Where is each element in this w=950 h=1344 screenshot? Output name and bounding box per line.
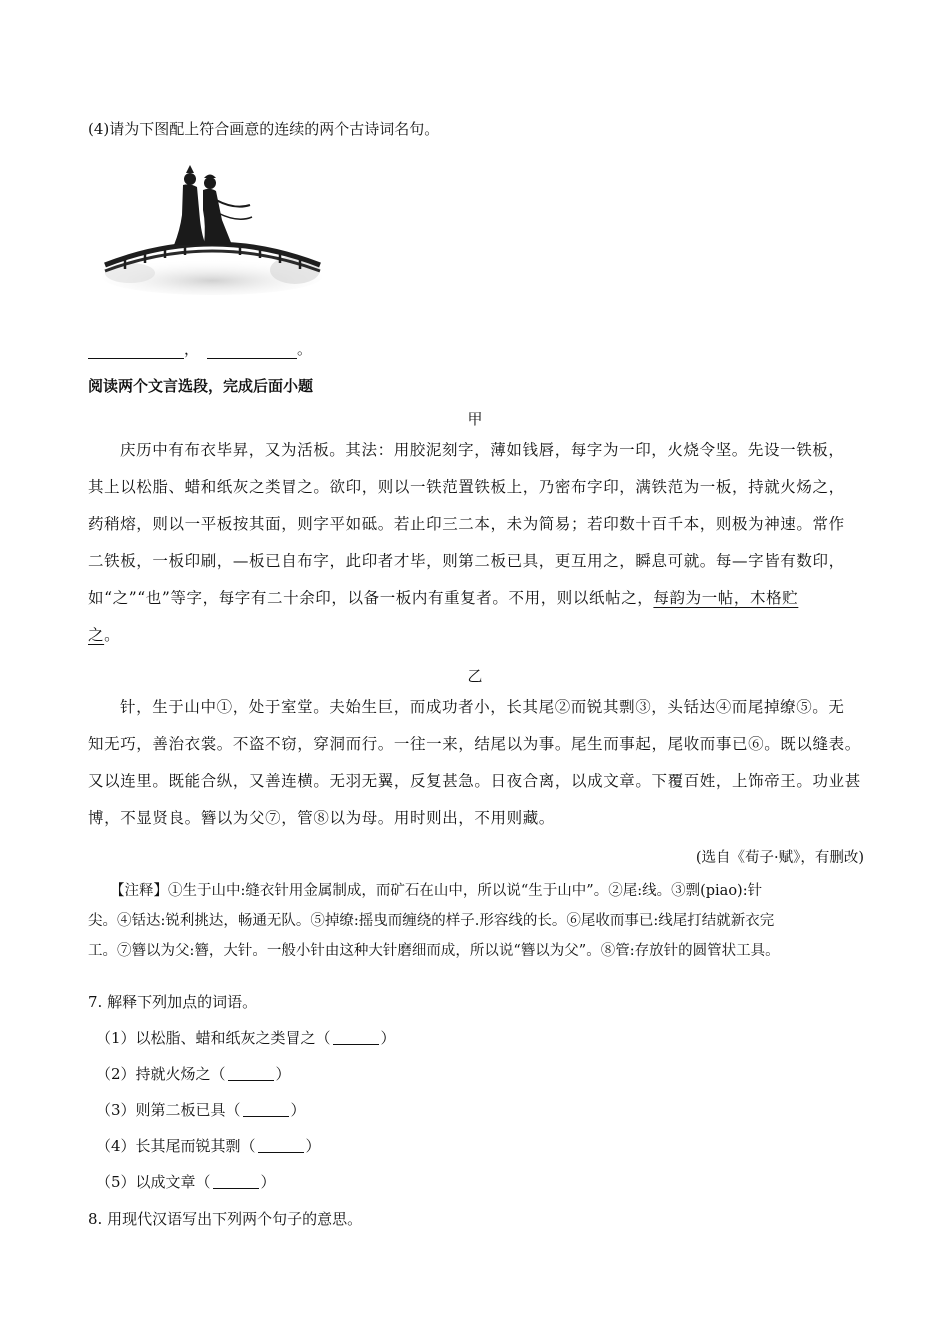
question-8-title: 8. 用现代汉语写出下列两个句子的意思。: [88, 1210, 363, 1228]
answer-blank[interactable]: [213, 1174, 259, 1189]
passage-yi-line: 又以连里。既能合纵，又善连横。无羽无翼，反复甚急。日夜合离，以成文章。下覆百姓，上饰帝王。功业甚: [88, 772, 861, 790]
item-close: ）: [260, 1173, 276, 1191]
annotation-line: 尖。④铦达:锐利挑达，畅通无队。⑤掉缭:摇曳而缠绕的样子.形容线的长。⑥尾收而事已:线尾打结就新衣完: [88, 913, 775, 929]
passage-yi-line: 博，不显贤良。簪以为父⑦，管⑧以为母。用时则出，不用则藏。: [88, 809, 555, 827]
passage-yi: [88, 689, 868, 837]
passage-jia-line: 庆历中有布衣毕昇，又为活板。其法：用胶泥刻字，薄如钱唇，每字为一印，火烧令坚。先设一铁板，: [120, 441, 845, 459]
item-close: ）: [290, 1101, 306, 1119]
passage-source: (选自《荀子·赋》，有删改): [695, 850, 864, 866]
passage-jia-line-6: [88, 617, 868, 654]
question-7-item: [96, 1063, 291, 1084]
underlined-sentence-end: 之: [88, 626, 105, 644]
item-label: （1）以松脂、蜡和纸灰之类冒之（: [96, 1029, 331, 1047]
illustration-svg: [100, 165, 325, 295]
end-mark: 。: [297, 340, 313, 358]
question-4-prompt: (4)请为下图配上符合画意的连续的两个古诗词名句。: [88, 120, 440, 138]
annotation-line: 工。⑦簪以为父:簪，大针。一般小针由这种大针磨细而成，所以说“簪以为父”。⑧管:存放针的圆管状工具。: [88, 943, 780, 959]
answer-blank[interactable]: [333, 1030, 379, 1045]
item-label: （2）持就火炀之（: [96, 1065, 226, 1083]
couple-on-bridge-illustration: [100, 165, 325, 295]
question-7-item: [96, 1027, 396, 1048]
passage-jia-title: 甲: [467, 410, 483, 428]
answer-line-question-4[interactable]: [88, 338, 312, 359]
answer-blank-1[interactable]: [88, 340, 184, 359]
question-7-item: [96, 1171, 276, 1192]
answer-blank-2[interactable]: [207, 340, 297, 359]
answer-blank[interactable]: [258, 1138, 304, 1153]
item-close: ）: [380, 1029, 396, 1047]
question-7-item: [96, 1099, 306, 1120]
section-heading: 阅读两个文言选段，完成后面小题: [88, 377, 314, 395]
passage-yi-title: 乙: [467, 667, 483, 685]
question-7-title: 7. 解释下列加点的词语。: [88, 993, 258, 1011]
passage-jia: [88, 432, 868, 654]
answer-blank[interactable]: [243, 1102, 289, 1117]
item-label: （3）则第二板已具（: [96, 1101, 241, 1119]
passage-jia-line-5-plain: 如“之”“也”等字，每字有二十余印，以备一板内有重复者。不用，则以纸帖之，: [88, 589, 654, 607]
question-7-item: [96, 1135, 321, 1156]
annotations: [88, 876, 878, 966]
item-close: ）: [275, 1065, 291, 1083]
passage-jia-line: 药稍熔，则以一平板按其面，则字平如砥。若止印三二本，未为简易；若印数十百千本，则极为神速。常作: [88, 515, 845, 533]
item-close: ）: [305, 1137, 321, 1155]
item-label: （4）长其尾而锐其剽（: [96, 1137, 256, 1155]
annotation-line: 【注释】①生于山中:缝衣针用金属制成，而矿石在山中，所以说“生于山中”。②尾:线。③剽(piao):针: [110, 883, 763, 899]
separator-comma: ，: [184, 340, 200, 358]
passage-yi-line: 针，生于山中①，处于室堂。夫始生巨，而成功者小，长其尾②而锐其剽③，头铦达④而尾掉缭⑤。无: [120, 698, 845, 716]
passage-jia-line-6-end: 。: [104, 626, 121, 644]
passage-jia-line: 二铁板，一板印刷，—板已自布字，此印者才毕，则第二板已具，更互用之，瞬息可就。每—字皆有数印，: [88, 552, 845, 570]
item-label: （5）以成文章（: [96, 1173, 211, 1191]
passage-jia-line: 其上以松脂、蜡和纸灰之类冒之。欲印，则以一铁范置铁板上，乃密布字印，满铁范为一板，持就火炀之，: [88, 478, 845, 496]
passage-jia-line-5: [88, 580, 868, 617]
underlined-sentence: 每韵为一帖，木格贮: [653, 589, 799, 607]
passage-yi-line: 知无巧，善治衣裳。不盗不窃，穿洞而行。一往一来，结尾以为事。尾生而事起，尾收而事已⑥。既以缝表。: [88, 735, 861, 753]
answer-blank[interactable]: [228, 1066, 274, 1081]
